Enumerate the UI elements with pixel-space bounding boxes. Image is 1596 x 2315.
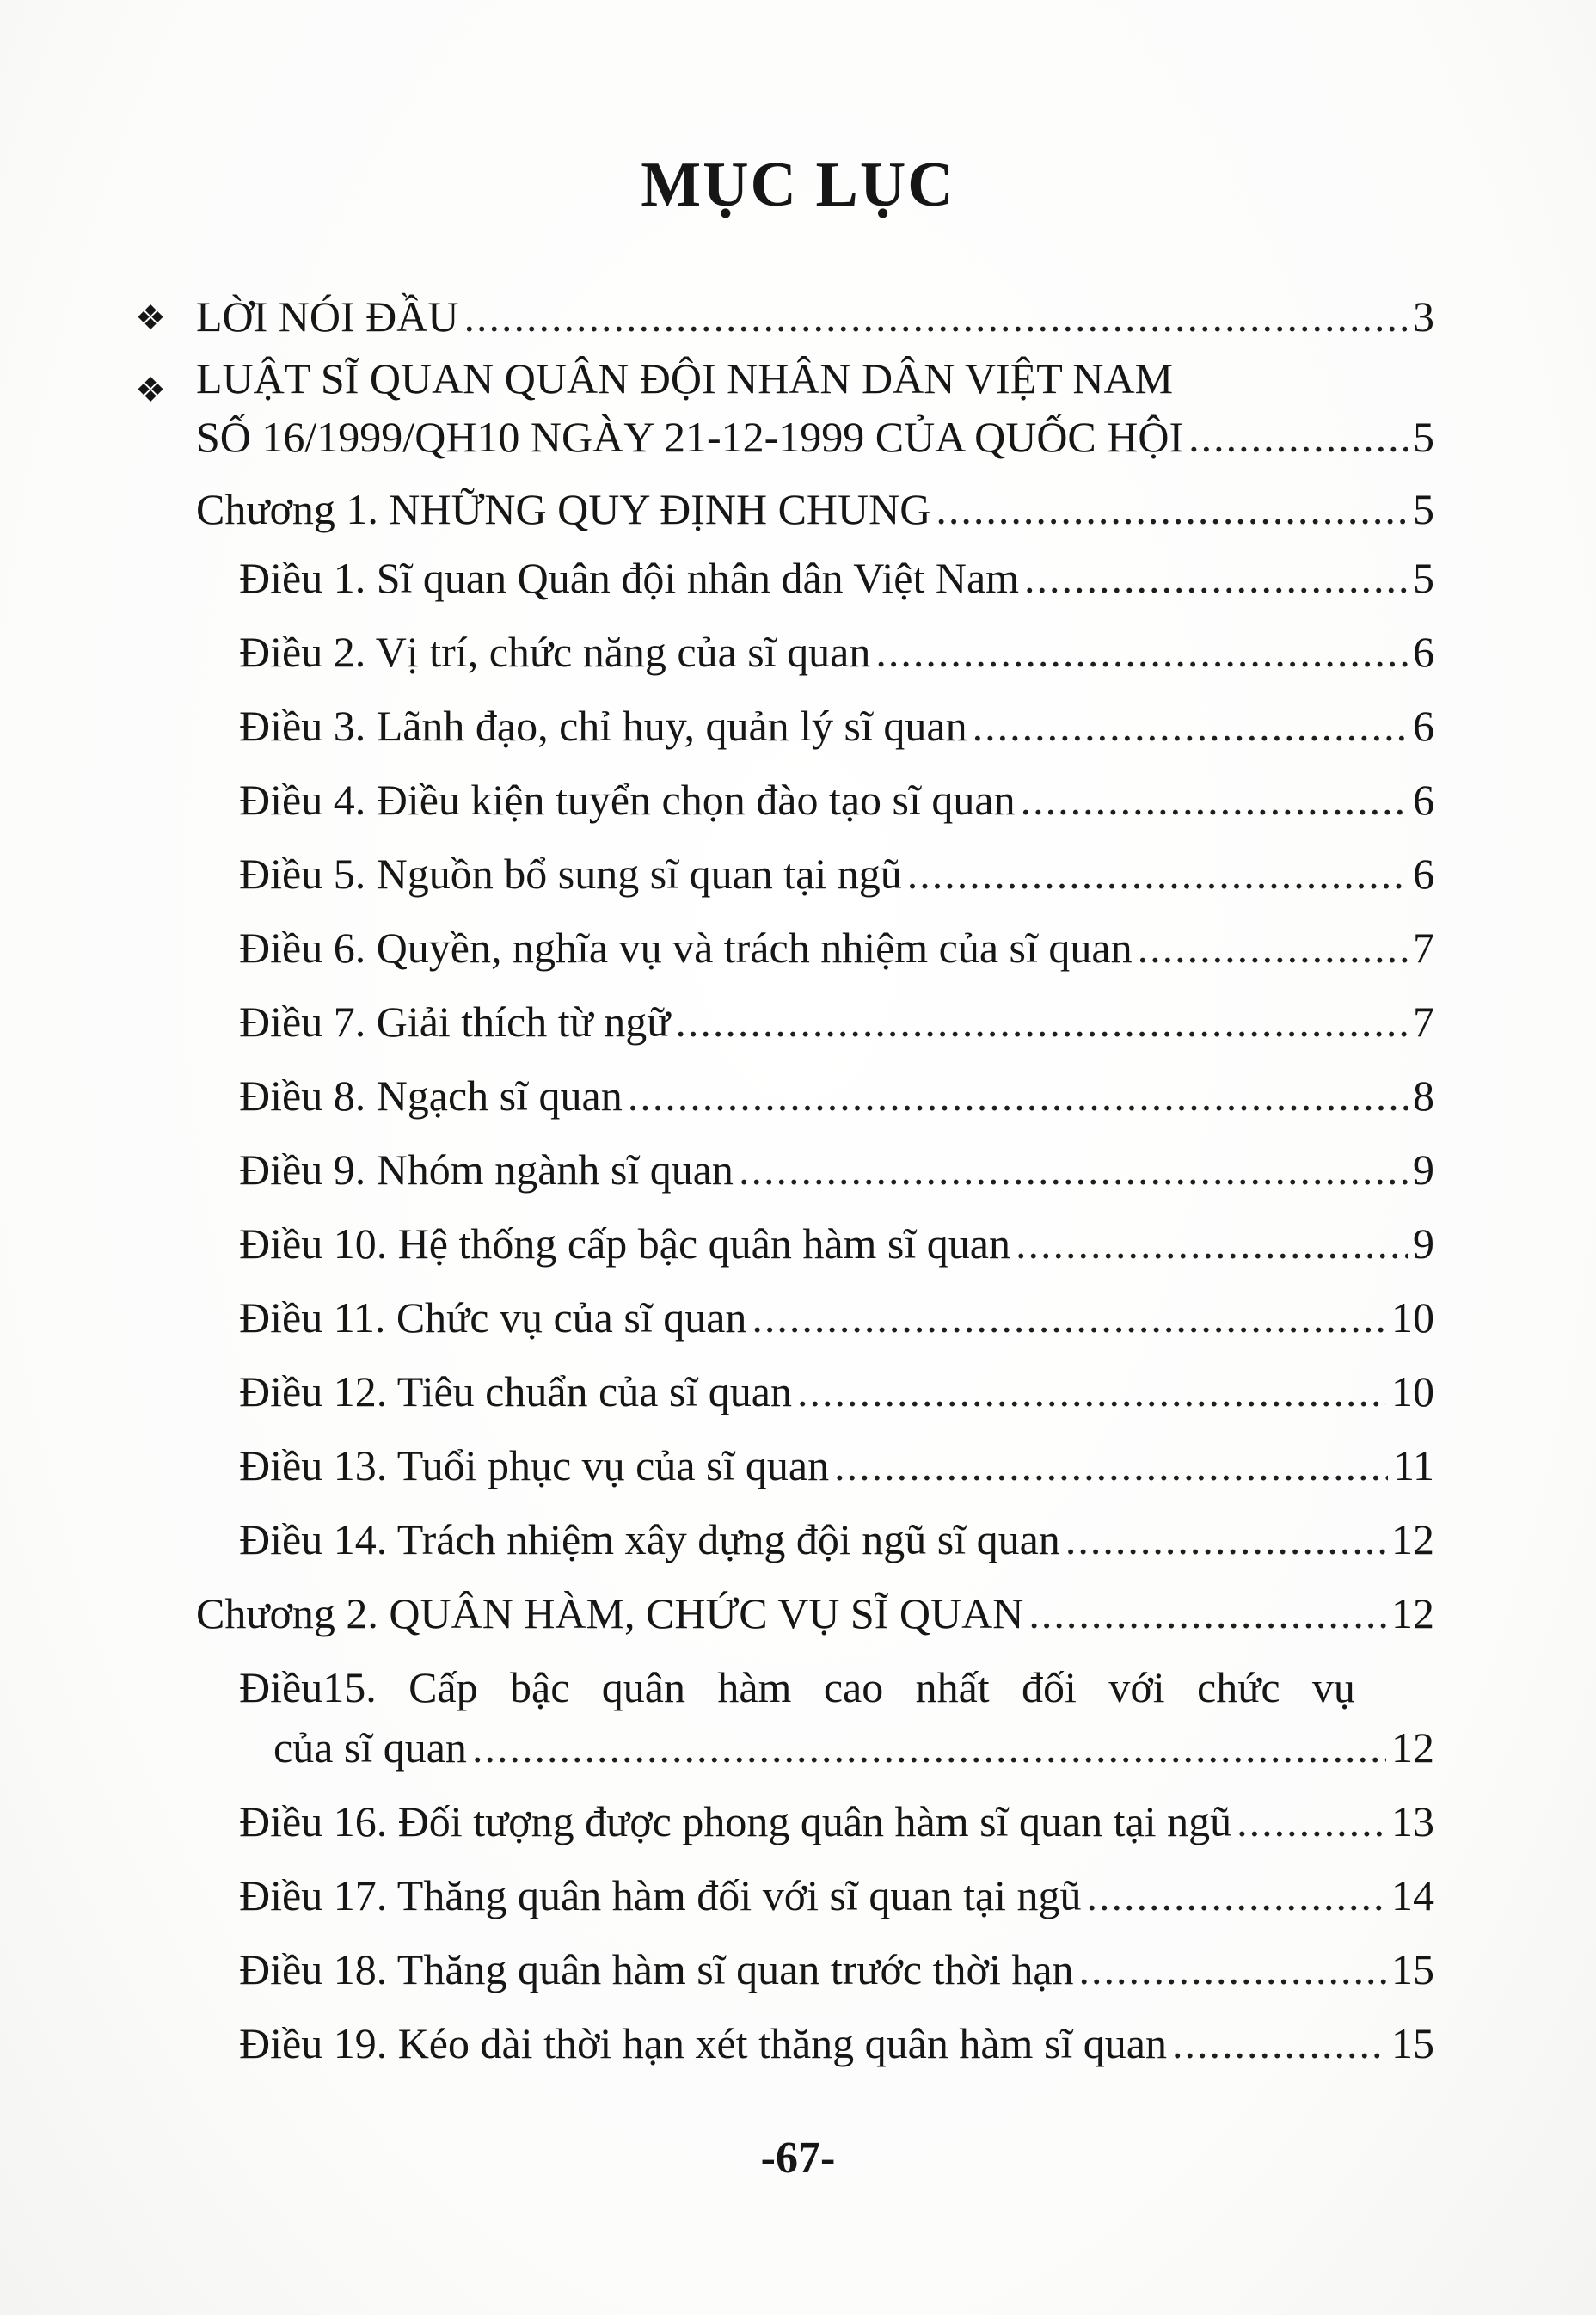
toc-entry-article-19[interactable] (239, 2017, 1434, 2069)
toc-entry-text: Điều 19. Kéo dài thời hạn xét thăng quân hàm sĩ quan (239, 2019, 1167, 2067)
toc-entry-text: Điều 13. Tuổi phục vụ của sĩ quan (239, 1441, 830, 1489)
toc-entry-article-15-line1[interactable] (239, 1661, 1355, 1713)
toc-entry-article-3[interactable] (239, 700, 1434, 752)
page-number: -67- (760, 2134, 836, 2183)
toc-entry-text: Chương 2. QUÂN HÀM, CHỨC VỤ SĨ QUAN (196, 1589, 1024, 1637)
toc-page-number: 10 (1391, 1367, 1434, 1415)
leader-dots (1028, 1587, 1386, 1639)
toc-entry-text: Điều 14. Trách nhiệm xây dựng đội ngũ sĩ quan (239, 1515, 1060, 1563)
toc-page-number: 15 (1391, 1945, 1434, 1993)
leader-dots (1065, 1514, 1386, 1565)
leader-dots (472, 1722, 1386, 1773)
toc-entry-law-line1[interactable]: LUẬT SĨ QUAN QUÂN ĐỘI NHÂN DÂN VIỆT NAM (196, 354, 1174, 402)
toc-page-number: 3 (1413, 292, 1434, 341)
toc-entry-text: Điều 11. Chức vụ của sĩ quan (239, 1293, 747, 1342)
toc-page-number: 13 (1391, 1797, 1434, 1845)
toc-page-number: 12 (1391, 1723, 1434, 1772)
toc-entry-article-4[interactable] (239, 774, 1434, 826)
word: hàm (717, 1663, 792, 1711)
toc-entry-text: Điều 12. Tiêu chuẩn của sĩ quan (239, 1367, 792, 1415)
diamond-bullet-icon: ❖ (135, 371, 166, 409)
leader-dots (628, 1070, 1408, 1121)
toc-page-number: 11 (1392, 1441, 1434, 1489)
word: vụ (1311, 1663, 1355, 1711)
toc-page-number: 6 (1413, 702, 1434, 750)
leader-dots (1188, 411, 1408, 463)
toc-entry-text: Điều 16. Đối tượng được phong quân hàm sĩ quan tại ngũ (239, 1797, 1232, 1845)
toc-entry-article-14[interactable] (239, 1514, 1434, 1565)
toc-entry-article-1[interactable] (239, 552, 1434, 604)
leader-dots (875, 626, 1408, 678)
toc-entry-article-13[interactable] (239, 1440, 1434, 1491)
toc-entry-preface[interactable] (196, 291, 1434, 342)
leader-dots (1079, 1943, 1386, 1995)
word: đối (1022, 1663, 1077, 1711)
toc-entry-article-9[interactable] (239, 1144, 1434, 1195)
toc-entry-text: của sĩ quan (273, 1723, 467, 1772)
diamond-bullet-icon: ❖ (135, 298, 166, 337)
leader-dots (973, 700, 1408, 752)
toc-entry-text: Điều 3. Lãnh đạo, chỉ huy, quản lý sĩ quan (239, 702, 967, 750)
toc-entry-text: Điều 6. Quyền, nghĩa vụ và trách nhiệm của sĩ quan (239, 924, 1133, 972)
toc-entry-text: Điều 7. Giải thích từ ngữ (239, 998, 671, 1046)
toc-entry-article-2[interactable] (239, 626, 1434, 678)
toc-entry-chapter-1[interactable] (196, 483, 1434, 535)
toc-entry-article-11[interactable] (239, 1292, 1434, 1343)
toc-entry-article-15-line2[interactable] (273, 1722, 1434, 1773)
toc-entry-article-6[interactable] (239, 922, 1434, 973)
toc-page-number: 10 (1391, 1293, 1434, 1342)
leader-dots (739, 1144, 1408, 1195)
leader-dots (797, 1366, 1386, 1417)
toc-entry-text: Điều 17. Thăng quân hàm đối với sĩ quan tại ngũ (239, 1871, 1082, 1919)
word: nhất (915, 1663, 990, 1711)
word: cao (823, 1663, 884, 1711)
toc-entry-text: Điều 9. Nhóm ngành sĩ quan (239, 1145, 734, 1194)
leader-dots (1016, 1218, 1408, 1269)
toc-page-number: 9 (1413, 1219, 1434, 1268)
leader-dots (1172, 2017, 1386, 2069)
toc-page-number: 8 (1413, 1072, 1434, 1120)
toc-page-number: 7 (1413, 924, 1434, 972)
word: quân (601, 1663, 685, 1711)
toc-page-number: 12 (1391, 1589, 1434, 1637)
toc-entry-article-16[interactable] (239, 1796, 1434, 1847)
toc-entry-text: LỜI NÓI ĐẦU (196, 292, 459, 341)
toc-entry-text: Điều 1. Sĩ quan Quân đội nhân dân Việt Nam (239, 554, 1020, 602)
word: với (1108, 1663, 1165, 1711)
toc-entry-text: SỐ 16/1999/QH10 NGÀY 21-12-1999 CỦA QUỐC HỘI (196, 413, 1184, 461)
toc-page-number: 6 (1413, 850, 1434, 898)
leader-dots (464, 291, 1409, 342)
toc-page-number: 15 (1391, 2019, 1434, 2067)
toc-entry-text: Điều 5. Nguồn bổ sung sĩ quan tại ngũ (239, 850, 902, 898)
toc-page-number: 14 (1391, 1871, 1434, 1919)
toc-entry-article-18[interactable] (239, 1943, 1434, 1995)
leader-dots (1138, 922, 1408, 973)
toc-entry-text: Điều 10. Hệ thống cấp bậc quân hàm sĩ quan (239, 1219, 1010, 1268)
leader-dots (1087, 1870, 1386, 1921)
toc-page-number: 5 (1413, 554, 1434, 602)
toc-entry-text: Điều 8. Ngạch sĩ quan (239, 1072, 623, 1120)
leader-dots (752, 1292, 1386, 1343)
toc-entry-text: Chương 1. NHỮNG QUY ĐỊNH CHUNG (196, 485, 931, 533)
leader-dots (907, 848, 1408, 900)
word: Điều15. (239, 1663, 377, 1711)
toc-entry-article-7[interactable] (239, 996, 1434, 1047)
toc-entry-text: Điều 2. Vị trí, chức năng của sĩ quan (239, 628, 871, 676)
leader-dots (1024, 552, 1408, 604)
word: Cấp (408, 1663, 478, 1711)
toc-page-number: 7 (1413, 998, 1434, 1046)
leader-dots (1021, 774, 1408, 826)
leader-dots (936, 483, 1408, 535)
toc-entry-article-8[interactable] (239, 1070, 1434, 1121)
toc-page-number: 6 (1413, 628, 1434, 676)
toc-entry-law-line2[interactable] (196, 411, 1434, 463)
toc-page-number: 9 (1413, 1145, 1434, 1194)
toc-entry-text: Điều 18. Thăng quân hàm sĩ quan trước thời hạn (239, 1945, 1074, 1993)
toc-entry-article-12[interactable] (239, 1366, 1434, 1417)
leader-dots (834, 1440, 1388, 1491)
word: bậc (510, 1663, 570, 1711)
toc-entry-article-17[interactable] (239, 1870, 1434, 1921)
toc-page-number: 5 (1413, 485, 1434, 533)
leader-dots (675, 996, 1408, 1047)
toc-entry-article-10[interactable] (239, 1218, 1434, 1269)
toc-entry-text: Điều 4. Điều kiện tuyển chọn đào tạo sĩ quan (239, 776, 1016, 824)
word: chức (1197, 1663, 1280, 1711)
toc-entry-article-5[interactable] (239, 848, 1434, 900)
toc-entry-chapter-2[interactable] (196, 1587, 1434, 1639)
leader-dots (1237, 1796, 1386, 1847)
toc-page-number: 12 (1391, 1515, 1434, 1563)
toc-page-number: 6 (1413, 776, 1434, 824)
toc-page-number: 5 (1413, 413, 1434, 461)
page-title: MỤC LỤC (641, 150, 955, 220)
